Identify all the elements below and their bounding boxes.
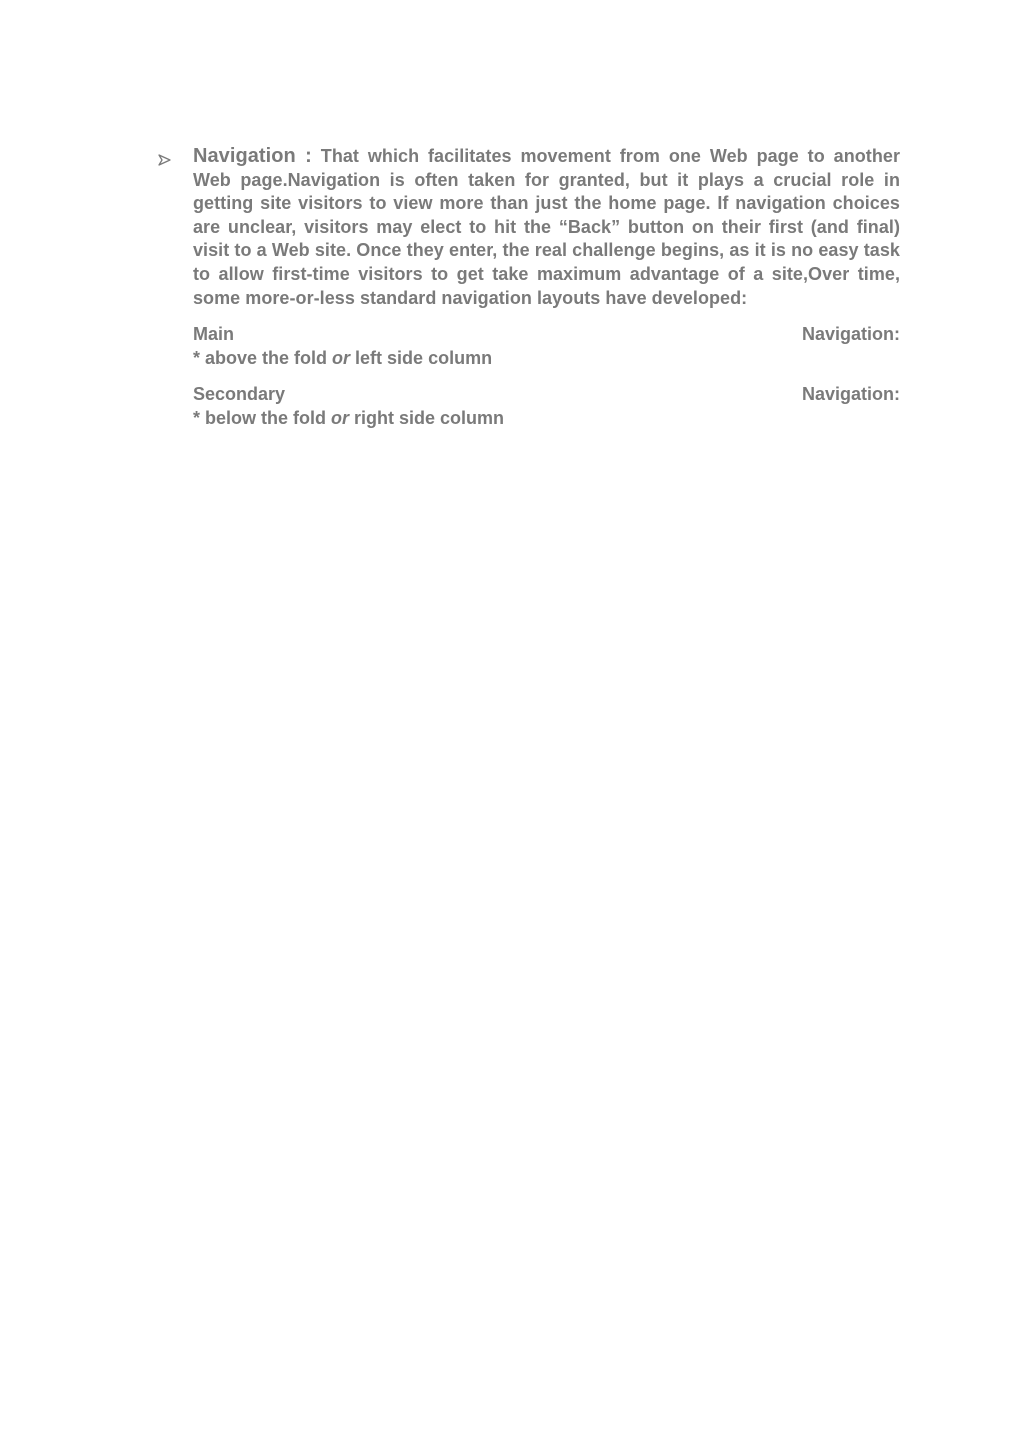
secondary-navigation-label: Secondary <box>193 384 286 405</box>
secondary-detail-suffix: right side column <box>354 407 505 428</box>
main-navigation-block <box>193 323 900 370</box>
navigation-paragraph <box>193 145 900 310</box>
main-navigation-detail <box>193 347 900 371</box>
main-navigation-suffix: Navigation: <box>801 324 900 345</box>
navigation-bullet-item <box>158 145 900 431</box>
secondary-navigation-suffix: Navigation: <box>801 384 900 405</box>
arrowhead-bullet-icon <box>158 153 172 167</box>
secondary-navigation-detail <box>193 407 900 431</box>
main-detail-emphasis: or <box>332 347 351 368</box>
main-navigation-row <box>193 323 900 347</box>
main-detail-suffix: left side column <box>355 347 493 368</box>
bullet-content <box>193 145 900 431</box>
main-detail-prefix: * above the fold <box>193 347 328 368</box>
secondary-navigation-row <box>193 383 900 407</box>
secondary-detail-emphasis: or <box>331 407 350 428</box>
main-navigation-label: Main <box>193 324 235 345</box>
secondary-navigation-block <box>193 383 900 430</box>
secondary-detail-prefix: * below the fold <box>193 407 326 428</box>
navigation-heading: Navigation : <box>193 145 312 167</box>
navigation-body-text: That which facilitates movement from one Web page to another Web page.Navigation is often taken for granted, but it plays a crucial role in getting site visitors to view more than just the home page. If navigation choices are unclear, visitors may elect to hit the “Back” button on their first (and final) visit to a Web site. Once they enter, the real challenge begins, as it is no easy task to allow first-time visitors to get take maximum advantage of a site,Over time, some more-or-less standard navigation layouts have developed: <box>193 146 900 308</box>
